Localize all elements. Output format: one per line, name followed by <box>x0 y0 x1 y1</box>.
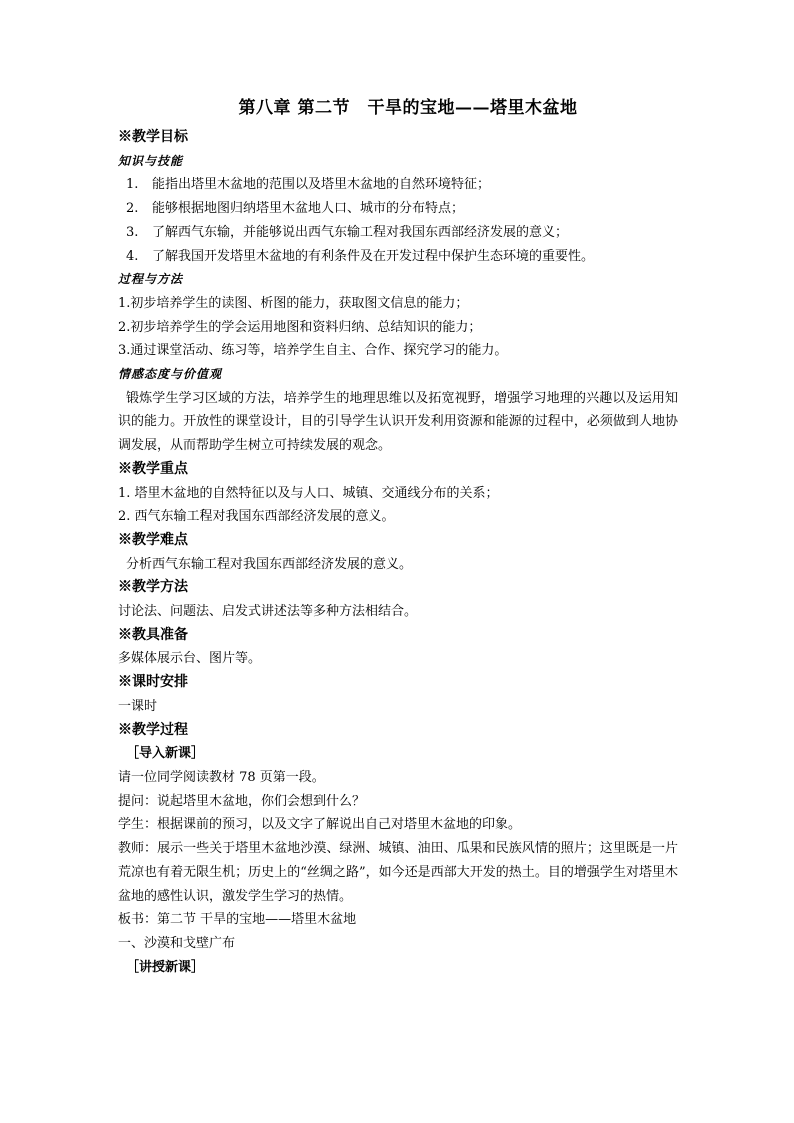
new-lesson-label: ［讲授新课］ <box>126 959 205 975</box>
tools-heading: ※教具准备 <box>118 626 188 643</box>
knowledge-item: 2. 能够根据地图归纳塔里木盆地人口、城市的分布特点； <box>126 201 465 217</box>
goals-heading: ※教学目标 <box>118 129 188 145</box>
knowledge-heading: 知识与技能 <box>118 153 184 168</box>
process-item: 1.初步培养学生的读图、析图的能力，获取图文信息的能力； <box>118 295 469 311</box>
emotion-heading: 情感态度与价值观 <box>118 367 223 382</box>
intro-line: 学生：根据课前的预习，以及文字了解说出自己对塔里木盆地的印象。 <box>118 817 522 833</box>
process-item: 2.初步培养学生的学会运用地图和资料归纳、总结知识的能力； <box>118 319 482 335</box>
teaching-process-heading: ※教学过程 <box>118 721 188 738</box>
intro-line: 提问：说起塔里木盆地，你们会想到什么？ <box>118 793 366 809</box>
section-one: 一、沙漠和戈壁广布 <box>118 935 236 951</box>
process-item: 3.通过课堂活动、练习等，培养学生自主、合作、探究学习的能力。 <box>118 343 508 359</box>
teacher-paragraph: 教师：展示一些关于塔里木盆地沙漠、绿洲、城镇、油田、瓜果和民族风情的照片；这里既是一片荒凉也有着无限生机；历史上的“丝绸之路”，如今还是西部大开发的热土。目的增强学生对塔里木盆地的感性认识，激发学生学习的热情。 <box>118 841 678 904</box>
intro-line: 请一位同学阅读教材 78 页第一段。 <box>118 769 325 785</box>
emotion-paragraph: 锻炼学生学习区域的方法，培养学生的地理思维以及拓宽视野，增强学习地理的兴趣以及运用知识的能力。开放性的课堂设计，目的引导学生认识开发利用资源和能源的过程中，必须做到人地协调发展，从而帮助学生树立可持续发展的观念。 <box>118 390 678 454</box>
key-heading: ※教学重点 <box>118 460 188 477</box>
method-text: 讨论法、问题法、启发式讲述法等多种方法相结合。 <box>118 604 418 620</box>
key-item: 1. 塔里木盆地的自然特征以及与人口、城镇、交通线分布的关系； <box>118 485 499 501</box>
intro-label: ［导入新课］ <box>126 746 205 762</box>
page-title: 第八章 第二节 干旱的宝地——塔里木盆地 <box>238 98 578 118</box>
difficulty-heading: ※教学难点 <box>118 531 188 548</box>
time-heading: ※课时安排 <box>118 674 188 691</box>
time-text: 一课时 <box>118 698 158 714</box>
document-page <box>118 96 678 979</box>
tools-text: 多媒体展示台、图片等。 <box>118 651 262 667</box>
key-item: 2. 西气东输工程对我国东西部经济发展的意义。 <box>118 509 395 525</box>
knowledge-item: 3. 了解西气东输，并能够说出西气东输工程对我国东西部经济发展的意义； <box>126 224 569 240</box>
board-text: 板书：第二节 干旱的宝地——塔里木盆地 <box>118 912 357 928</box>
difficulty-text: 分析西气东输工程对我国东西部经济发展的意义。 <box>126 556 413 572</box>
process-heading: 过程与方法 <box>118 272 184 287</box>
method-heading: ※教学方法 <box>118 579 188 596</box>
knowledge-item: 4. 了解我国开发塔里木盆地的有利条件及在开发过程中保护生态环境的重要性。 <box>126 248 595 264</box>
knowledge-item: 1. 能指出塔里木盆地的范围以及塔里木盆地的自然环境特征； <box>126 177 491 193</box>
